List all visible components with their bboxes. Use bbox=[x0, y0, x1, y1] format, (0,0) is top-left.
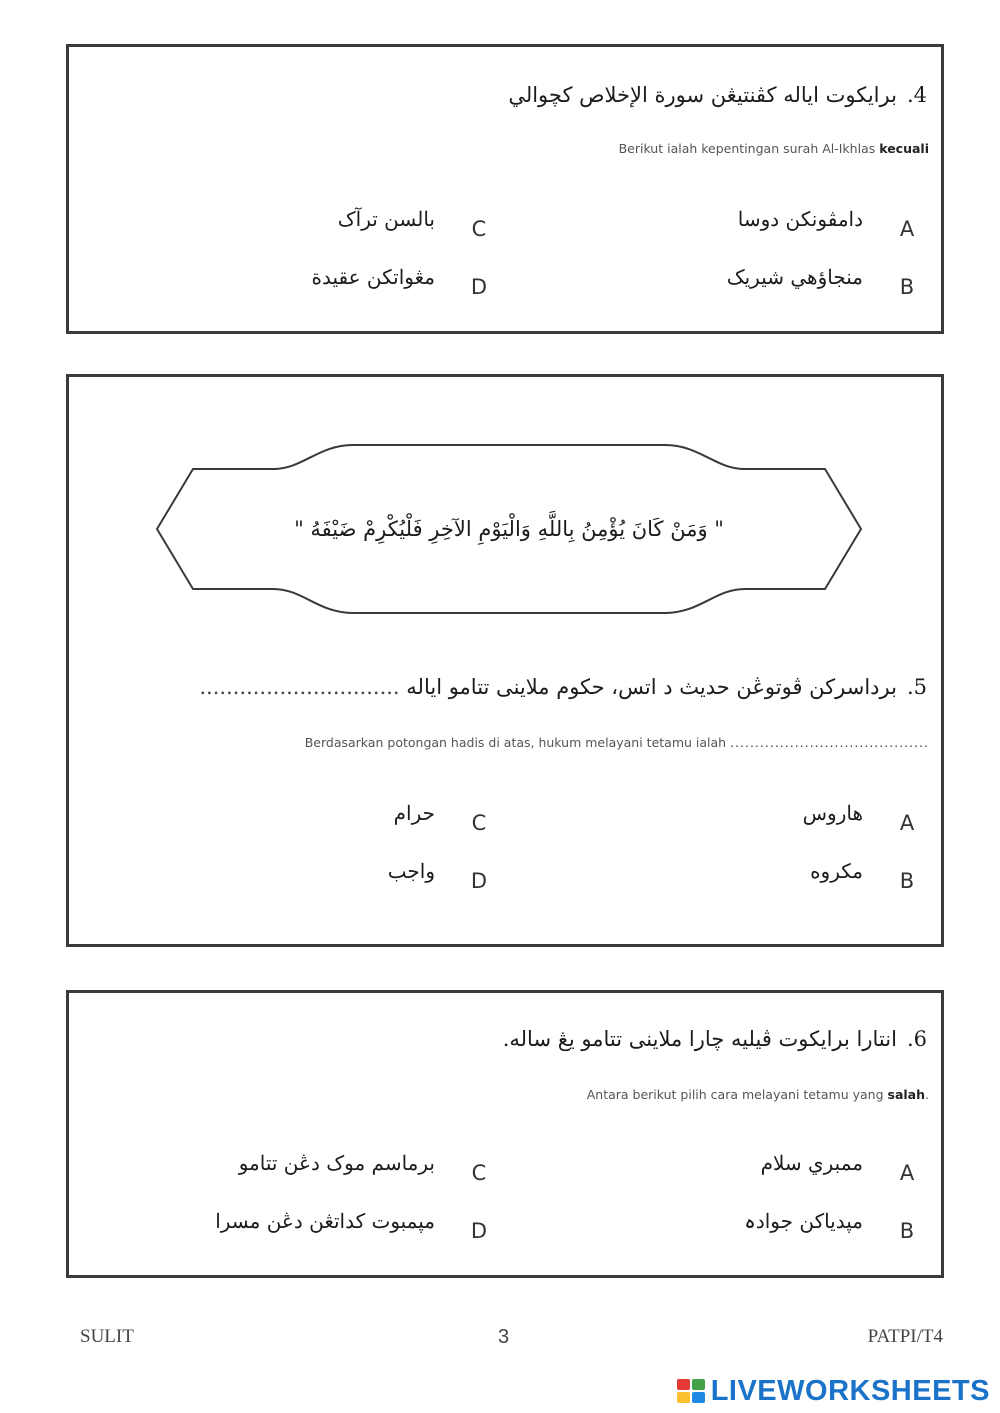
q5-option-c-letter[interactable]: C bbox=[471, 811, 487, 835]
question-5-box bbox=[66, 374, 944, 947]
q5-option-b-letter[interactable]: B bbox=[899, 869, 915, 893]
q5-option-d-text[interactable]: واجب bbox=[387, 859, 435, 883]
q4-option-b-text[interactable]: منجاؤهي شيريک bbox=[726, 265, 863, 289]
q4-option-d-text[interactable]: مڠواتکن عقيدة bbox=[311, 265, 435, 289]
question-6-jawi: 6.انتارا برايکوت ڤيليه چارا ملاينی تتامو يڠ ساله. bbox=[502, 1027, 927, 1051]
q5-option-a-letter[interactable]: A bbox=[899, 811, 915, 835]
q5-option-c-text[interactable]: حرام bbox=[393, 801, 435, 825]
liveworksheets-logo-icon bbox=[677, 1379, 705, 1403]
q4-option-d-letter[interactable]: D bbox=[470, 275, 488, 299]
q6-option-d-letter[interactable]: D bbox=[470, 1219, 488, 1243]
question-5-rumi: Berdasarkan potongan hadis di atas, hukum melayani tetamu ialah ........................................ bbox=[304, 735, 929, 750]
question-5-jawi: 5.برداسرکن ڤوتوڠن حديث د اتس، حکوم ملاينی تتامو اياله .............................. bbox=[199, 675, 927, 699]
q6-option-d-text[interactable]: مڽمبوت کداتڠن دڠن مسرا bbox=[215, 1209, 435, 1233]
q4-option-c-text[interactable]: بالسن ترآک bbox=[337, 207, 435, 231]
q5-option-a-text[interactable]: هاروس bbox=[802, 801, 863, 825]
question-6-rumi: Antara berikut pilih cara melayani tetamu yang salah. bbox=[586, 1087, 929, 1102]
q5-option-d-letter[interactable]: D bbox=[470, 869, 488, 893]
q4-option-c-letter[interactable]: C bbox=[471, 217, 487, 241]
page-number: 3 bbox=[498, 1326, 510, 1348]
q6-option-c-text[interactable]: برماسم موک دڠن تتامو bbox=[238, 1151, 435, 1175]
hadith-verse: " وَمَنْ كَانَ يُؤْمِنُ بِاللَّهِ وَالْيَوْمِ الآخِرِ فَلْيُكْرِمْ ضَيْفَهُ " bbox=[294, 517, 724, 541]
liveworksheets-wordmark: LIVEWORKSHEETS bbox=[710, 1374, 990, 1407]
q4-option-a-letter[interactable]: A bbox=[899, 217, 915, 241]
logo-square-blue bbox=[692, 1392, 705, 1403]
q5-option-b-text[interactable]: مکروه bbox=[810, 859, 863, 883]
question-6-box bbox=[66, 990, 944, 1278]
q6-option-a-letter[interactable]: A bbox=[899, 1161, 915, 1185]
logo-square-green bbox=[692, 1379, 705, 1390]
footer-paper-code: PATPI/T4 bbox=[867, 1326, 943, 1347]
q6-option-a-text[interactable]: ممبري سلام bbox=[760, 1151, 863, 1175]
logo-square-red bbox=[677, 1379, 690, 1390]
q4-option-b-letter[interactable]: B bbox=[899, 275, 915, 299]
logo-square-yellow bbox=[677, 1392, 690, 1403]
q4-option-a-text[interactable]: دامڤونکن دوسا bbox=[737, 207, 863, 231]
q6-option-b-text[interactable]: مڽدياکن جوادہ bbox=[744, 1209, 863, 1233]
question-4-jawi: 4.برايکوت اياله کڤنتيڠن سورة الإخلاص کچوالي bbox=[508, 83, 927, 107]
question-4-rumi: Berikut ialah kepentingan surah Al-Ikhlas kecuali bbox=[618, 141, 929, 156]
footer-label-sulit: SULIT bbox=[80, 1326, 134, 1347]
q6-option-c-letter[interactable]: C bbox=[471, 1161, 487, 1185]
q6-option-b-letter[interactable]: B bbox=[899, 1219, 915, 1243]
liveworksheets-brand[interactable] bbox=[677, 1376, 990, 1406]
question-4-box bbox=[66, 44, 944, 334]
